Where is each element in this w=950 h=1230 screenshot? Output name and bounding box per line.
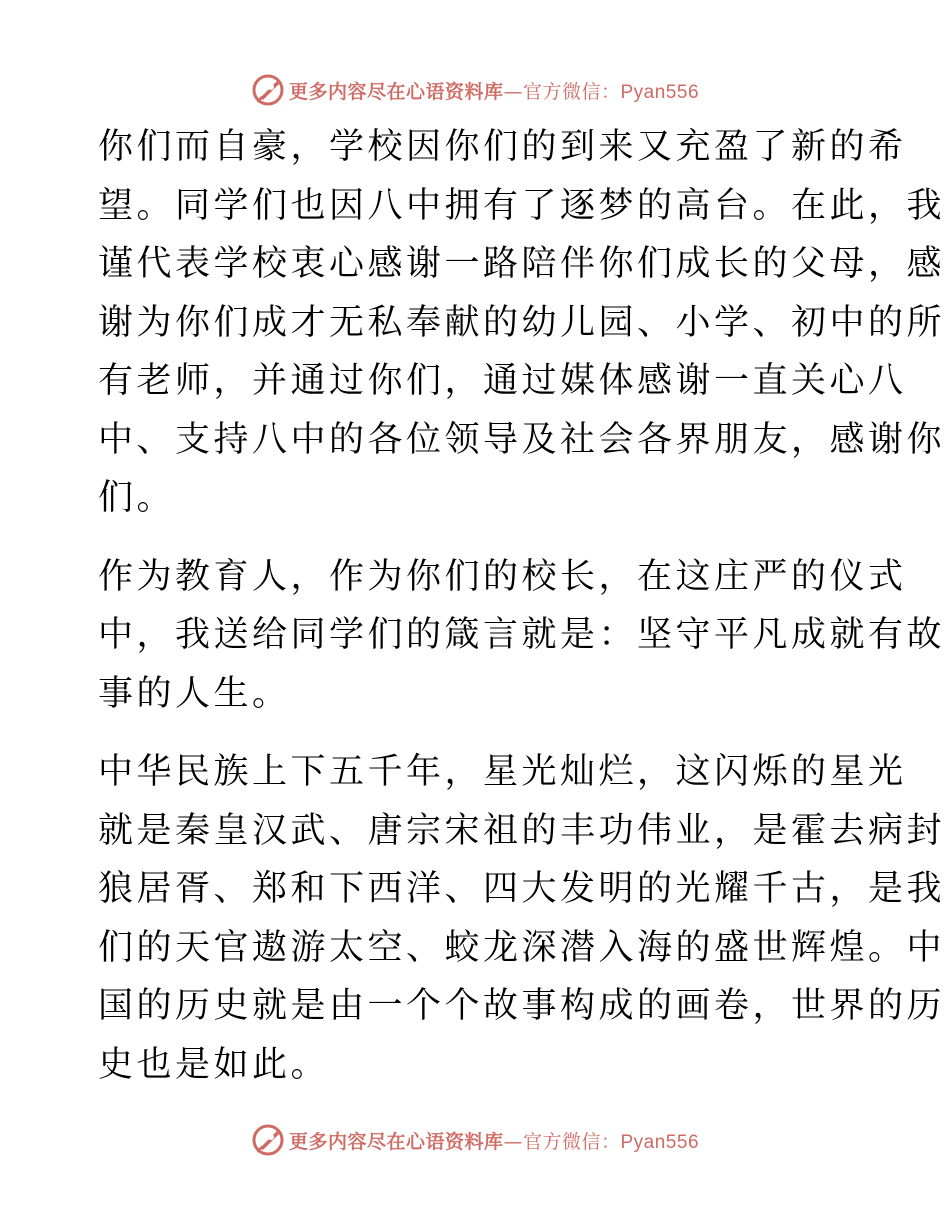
- text-line: 事的人生。: [98, 673, 291, 714]
- text-line: 国的历史就是由一个个故事构成的画卷，世界的历: [98, 986, 946, 1026]
- text-line: 你们而自豪，学校因你们的到来又充盈了新的希: [98, 127, 907, 167]
- footer-banner-wechat-id: Pyan556: [620, 1131, 700, 1153]
- text-line: 谨代表学校衷心感谢一路陪伴你们成长的父母，感: [98, 244, 946, 284]
- text-line: 史也是如此。: [98, 1044, 330, 1085]
- footer-banner-main: 更多内容尽在心语资料库: [288, 1130, 504, 1153]
- quill-logo-icon: [251, 1123, 285, 1157]
- footer-banner-separator: —: [503, 1130, 523, 1153]
- paragraph-gap: [98, 723, 850, 743]
- header-banner-wechat-label: 官方微信：: [522, 80, 621, 103]
- text-line: 就是秦皇汉武、唐宗宋祖的丰功伟业，是霍去病封: [98, 810, 946, 851]
- paragraph-3: [98, 743, 946, 1094]
- paragraph-2: [98, 548, 946, 724]
- text-line: 狼居胥、郑和下西洋、四大发明的光耀千古，是我: [98, 869, 946, 909]
- header-banner-separator: —: [503, 80, 523, 103]
- text-line: 作为教育人，作为你们的校长，在这庄严的仪式: [98, 556, 907, 597]
- footer-banner: [0, 1120, 950, 1160]
- text-line: 有老师，并通过你们，通过媒体感谢一直关心八: [98, 361, 907, 401]
- text-line: 中华民族上下五千年，星光灿烂，这闪烁的星光: [98, 752, 907, 792]
- quill-logo-icon: [251, 73, 285, 107]
- footer-banner-wechat-label: 官方微信：: [522, 1130, 621, 1153]
- header-banner: [0, 70, 950, 110]
- paragraph-gap: [98, 528, 850, 548]
- footer-banner-text: [289, 1127, 699, 1154]
- header-banner-text: [289, 77, 699, 104]
- paragraph-1: [98, 118, 946, 528]
- text-line: 中，我送给同学们的箴言就是：坚守平凡成就有故: [98, 615, 946, 655]
- document-body: [98, 118, 946, 1094]
- text-line: 们的天官遨游太空、蛟龙深潜入海的盛世辉煌。中: [98, 927, 946, 968]
- text-line: 谢为你们成才无私奉献的幼儿园、小学、初中的所: [98, 302, 946, 343]
- text-line: 们。: [98, 478, 176, 518]
- header-banner-wechat-id: Pyan556: [620, 81, 700, 103]
- text-line: 望。同学们也因八中拥有了逐梦的高台。在此，我: [98, 185, 946, 226]
- header-banner-main: 更多内容尽在心语资料库: [288, 80, 504, 103]
- text-line: 中、支持八中的各位领导及社会各界朋友，感谢你: [98, 419, 946, 460]
